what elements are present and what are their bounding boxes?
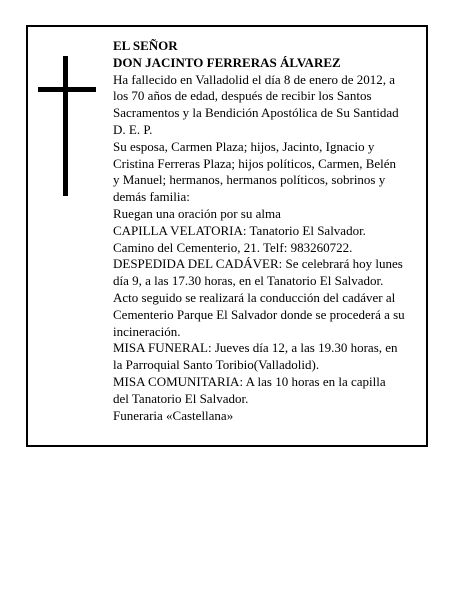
cross-horizontal-bar xyxy=(38,87,96,92)
notice-line: del Tanatorio El Salvador. xyxy=(113,390,249,406)
notice-line: incineración. xyxy=(113,323,181,339)
notice-line: DESPEDIDA DEL CADÁVER: Se celebrará hoy lunes xyxy=(113,256,403,272)
notice-line: MISA COMUNITARIA: A las 10 horas en la capilla xyxy=(113,373,386,389)
notice-line: la Parroquial Santo Toribio(Valladolid). xyxy=(113,357,320,373)
notice-line: Sacramentos y la Bendición Apostólica de Su Santidad xyxy=(113,105,399,121)
notice-line: y Manuel; hermanos, hermanos políticos, sobrinos y xyxy=(113,172,386,188)
deceased-name: DON JACINTO FERRERAS ÁLVAREZ xyxy=(113,54,341,70)
honorific: EL SEÑOR xyxy=(113,38,178,53)
notice-line: Cementerio Parque El Salvador donde se procederá a su xyxy=(113,306,405,322)
notice-line: Cristina Ferreras Plaza; hijos políticos, Carmen, Belén xyxy=(113,155,397,171)
notice-line: Funeraria «Castellana» xyxy=(113,407,234,423)
cross-icon xyxy=(38,56,96,196)
notice-line: los 70 años de edad, después de recibir los Santos xyxy=(113,88,372,104)
notice-line: MISA FUNERAL: Jueves día 12, a las 19.30 horas, en xyxy=(113,340,398,356)
notice-line: Acto seguido se realizará la conducción del cadáver al xyxy=(113,289,396,305)
notice-line: Su esposa, Carmen Plaza; hijos, Jacinto, Ignacio y xyxy=(113,138,375,154)
cross-vertical-bar xyxy=(63,56,68,196)
notice-line: CAPILLA VELATORIA: Tanatorio El Salvador. xyxy=(113,222,366,238)
notice-line: Camino del Cementerio, 21. Telf: 983260722. xyxy=(113,239,353,255)
notice-line: Ha fallecido en Valladolid el día 8 de enero de 2012, a xyxy=(113,71,396,87)
notice-line: demás familia: xyxy=(113,189,190,205)
notice-line: día 9, a las 17.30 horas, en el Tanatorio El Salvador. xyxy=(113,273,384,289)
notice-line: D. E. P. xyxy=(113,121,153,137)
obituary-text xyxy=(113,38,419,424)
notice-line: Ruegan una oración por su alma xyxy=(113,205,281,221)
